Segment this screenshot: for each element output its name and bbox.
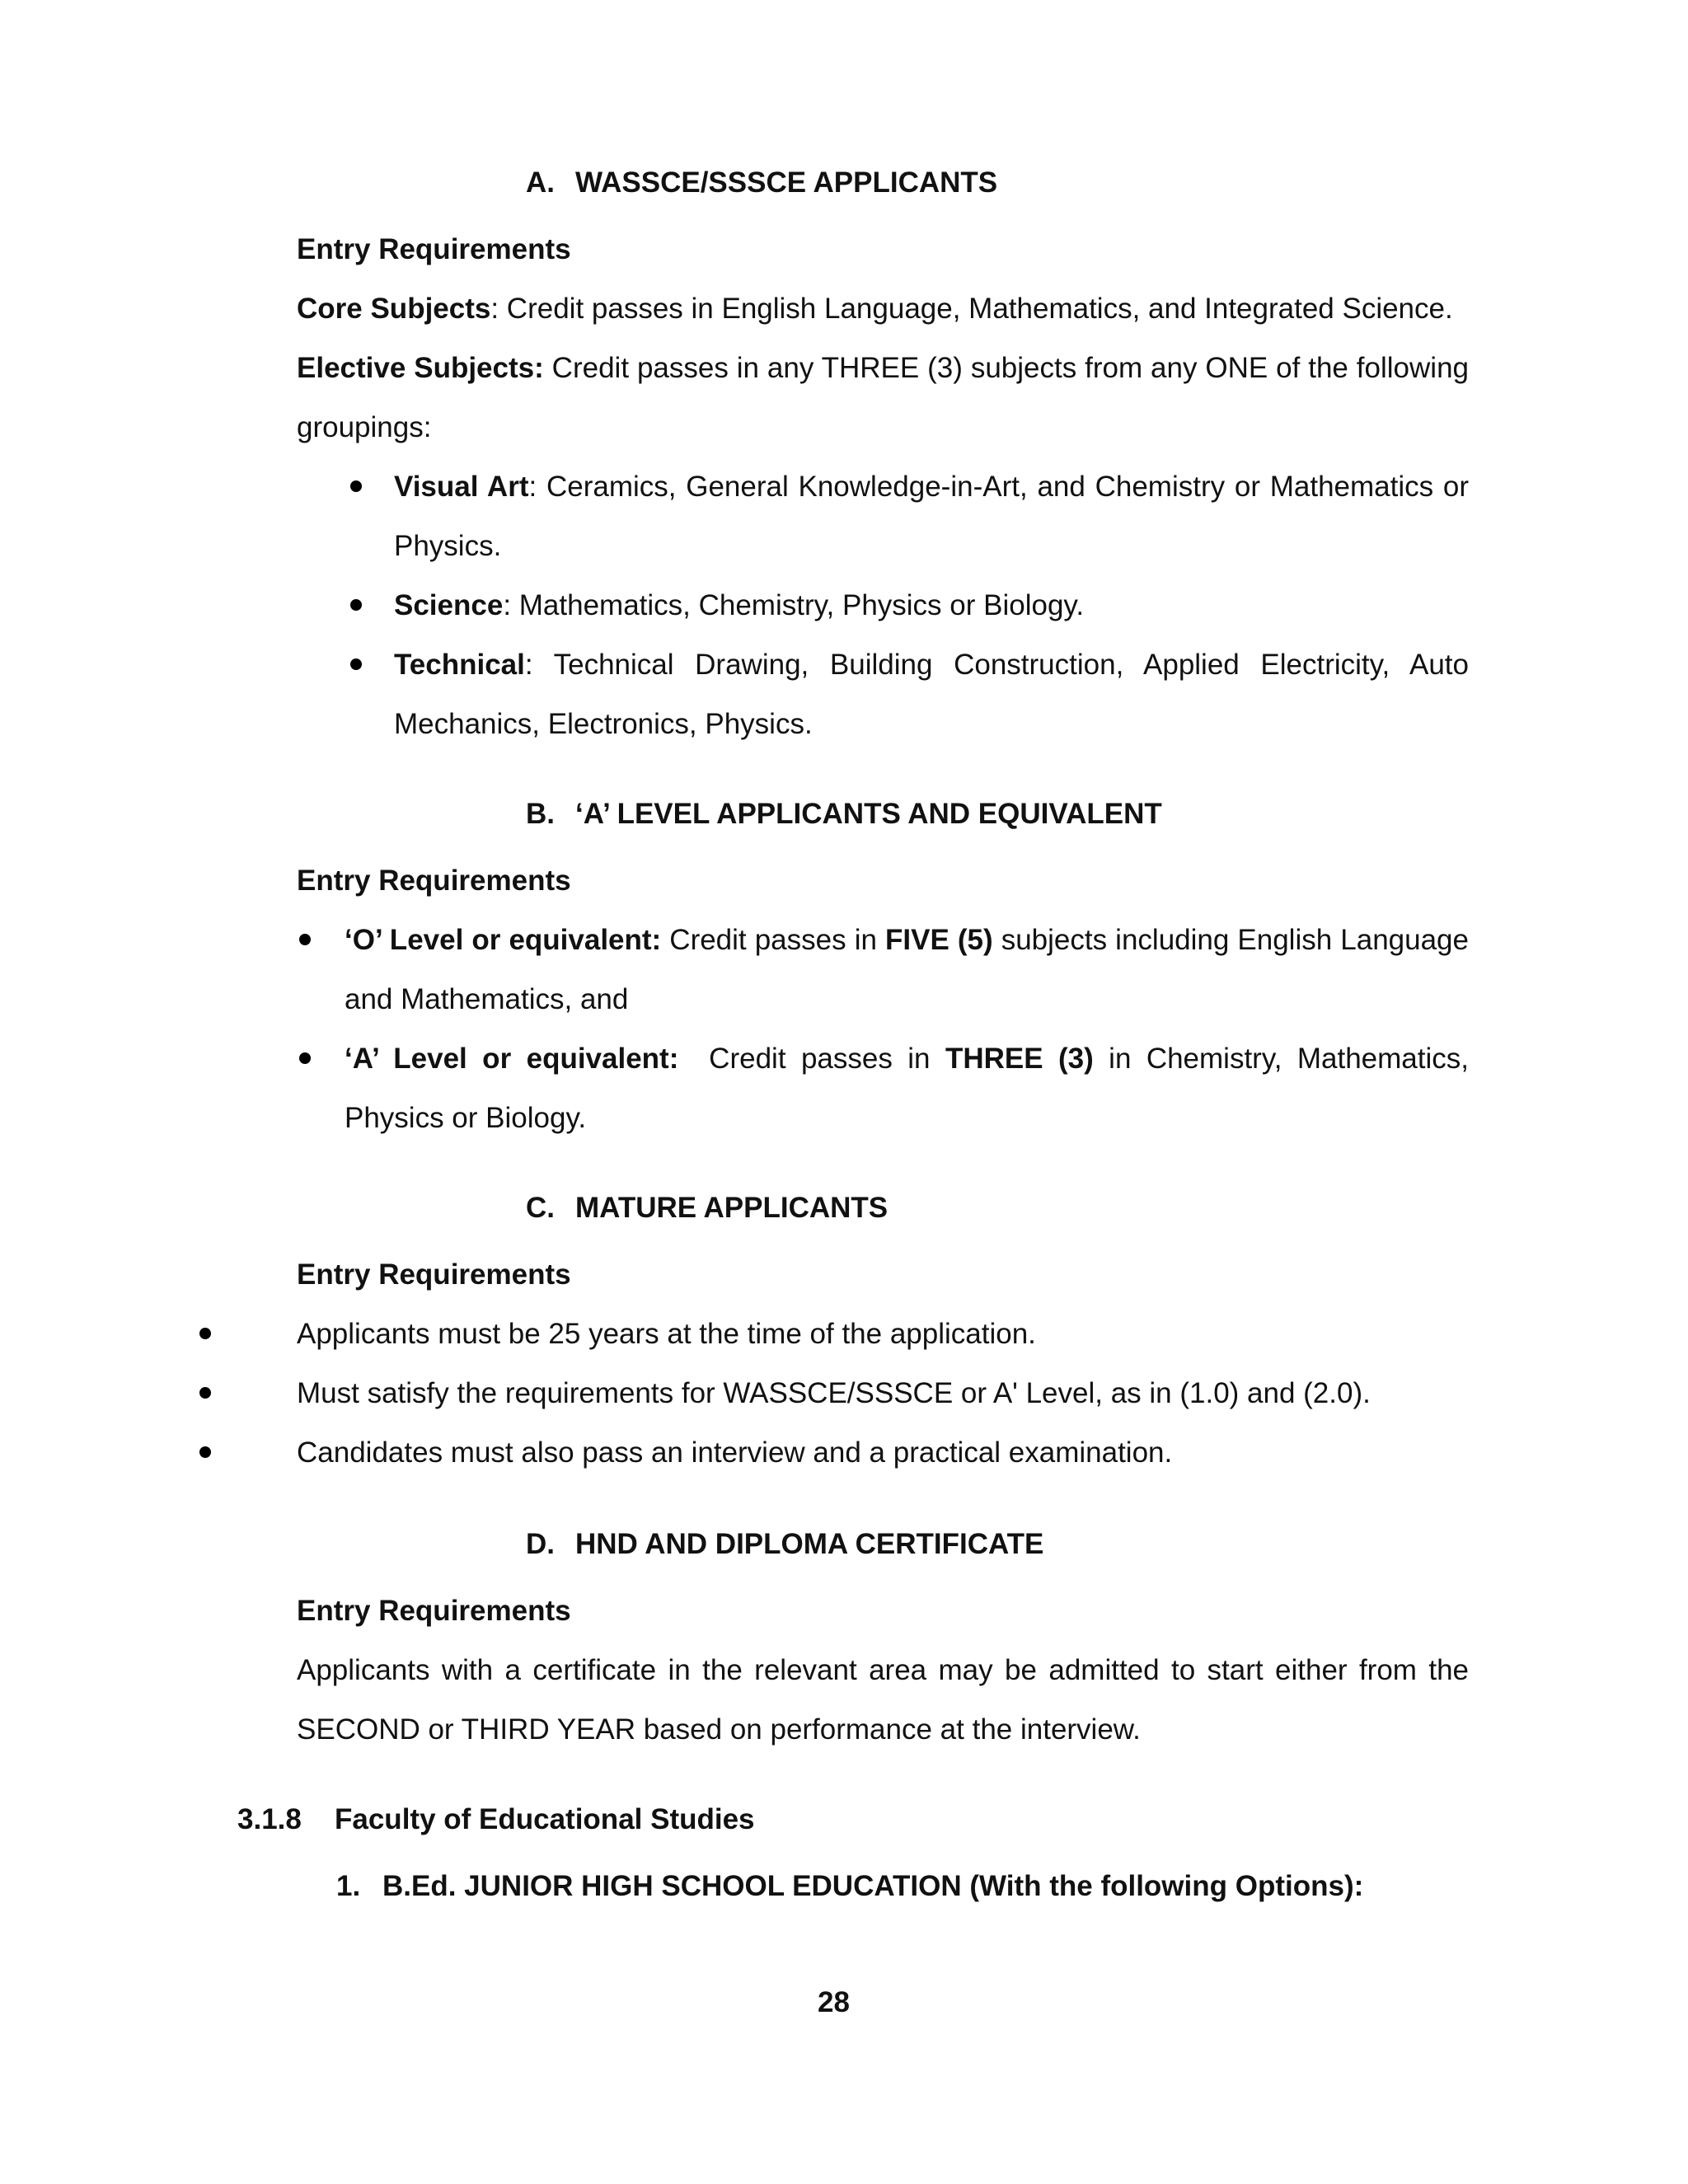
elective-subjects-label: Elective Subjects:: [297, 352, 544, 384]
bullet-icon: [199, 1446, 211, 1458]
bullet-icon: [299, 934, 311, 945]
program-number: 1.: [336, 1870, 361, 1902]
faculty-heading: [237, 1790, 755, 1849]
section-c-entry-label: Entry Requirements: [297, 1258, 571, 1291]
mature-requirement-item: Must satisfy the requirements for WASSCE/SSSCE or A' Level, as in (1.0) and (2.0).: [297, 1377, 1371, 1409]
section-c-letter: C.: [526, 1192, 555, 1224]
section-b-entry-label: Entry Requirements: [297, 865, 571, 897]
section-a-entry-label: Entry Requirements: [297, 233, 571, 265]
grouping-text: : Technical Drawing, Building Construction, Applied Electricity, Auto Mechanics, Electronics, Physics.: [394, 649, 1469, 740]
core-subjects-text: : Credit passes in English Language, Mathematics, and Integrated Science.: [490, 293, 1453, 325]
grouping-science: [394, 576, 1469, 635]
page-number: 28: [818, 1986, 850, 2018]
faculty-title: Faculty of Educational Studies: [335, 1803, 755, 1835]
a-level-count: THREE (3): [945, 1043, 1094, 1075]
section-d-heading: [526, 1515, 1043, 1574]
grouping-text: : Ceramics, General Knowledge-in-Art, and Chemistry or Mathematics or Physics.: [394, 471, 1469, 562]
section-a-letter: A.: [526, 166, 555, 199]
bullet-icon: [350, 658, 362, 670]
grouping-label: Science: [394, 589, 504, 621]
a-level-item: [345, 1029, 1469, 1148]
a-level-label: ‘A’ Level or equivalent:: [345, 1043, 679, 1075]
section-a-heading: [526, 153, 997, 213]
elective-subjects-text: Credit passes in any THREE (3) subjects from any ONE of the following groupings:: [297, 352, 1470, 443]
section-d-title: HND AND DIPLOMA CERTIFICATE: [575, 1528, 1044, 1560]
grouping-label: Technical: [394, 649, 525, 681]
elective-subjects-paragraph: [297, 339, 1469, 457]
grouping-visual-art: [394, 457, 1469, 576]
section-d-entry-label: Entry Requirements: [297, 1595, 571, 1627]
program-heading: [336, 1857, 1363, 1916]
bullet-icon: [299, 1052, 311, 1064]
grouping-text: : Mathematics, Chemistry, Physics or Biology.: [503, 589, 1085, 621]
grouping-label: Visual Art: [394, 471, 529, 503]
o-level-item: [345, 911, 1469, 1029]
o-level-count: FIVE (5): [885, 924, 993, 956]
section-d-letter: D.: [526, 1528, 555, 1560]
section-b-title: ‘A’ LEVEL APPLICANTS AND EQUIVALENT: [575, 798, 1162, 830]
program-title: B.Ed. JUNIOR HIGH SCHOOL EDUCATION (With the following Options):: [382, 1870, 1364, 1902]
o-level-label: ‘O’ Level or equivalent:: [345, 924, 662, 956]
section-c-heading: [526, 1179, 888, 1238]
bullet-icon: [199, 1387, 211, 1399]
bullet-icon: [199, 1328, 211, 1339]
a-level-post: in Chemistry, Mathematics, Physics or Biology.: [345, 1043, 1469, 1134]
section-b-heading: [526, 785, 1162, 844]
mature-requirement-item: Applicants must be 25 years at the time of the application.: [297, 1318, 1036, 1350]
o-level-pre: Credit passes in: [661, 924, 885, 956]
mature-requirement-item: Candidates must also pass an interview and a practical examination.: [297, 1436, 1173, 1469]
section-b-letter: B.: [526, 798, 555, 830]
bullet-icon: [350, 599, 362, 611]
grouping-technical: [394, 635, 1469, 754]
section-a-title: WASSCE/SSSCE APPLICANTS: [575, 166, 998, 199]
o-level-post: subjects including English Language and Mathematics, and: [345, 924, 1469, 1015]
a-level-pre: Credit passes in: [678, 1043, 945, 1075]
faculty-number: 3.1.8: [237, 1803, 302, 1835]
core-subjects-label: Core Subjects: [297, 293, 491, 325]
bullet-icon: [350, 480, 362, 492]
core-subjects-paragraph: [297, 279, 1469, 339]
section-c-title: MATURE APPLICANTS: [575, 1192, 889, 1224]
hnd-paragraph: Applicants with a certificate in the relevant area may be admitted to start either from the SECOND or THIRD YEAR based on performance at the interview.: [297, 1654, 1469, 1746]
